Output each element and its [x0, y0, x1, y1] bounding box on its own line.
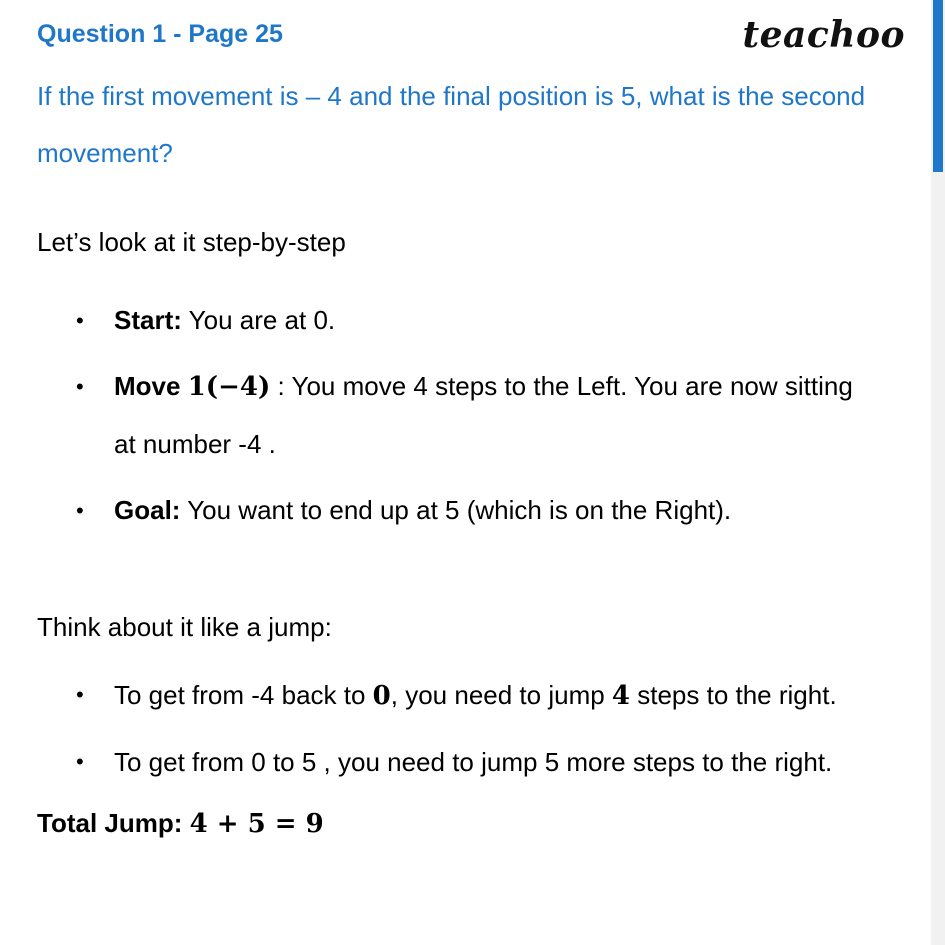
list-item	[0, 292, 930, 349]
bullet-icon: •	[76, 682, 84, 707]
jump-text: To get from 0 to 5 , you need to jump 5 more steps to the right.	[114, 747, 833, 777]
intro-text: Let’s look at it step-by-step	[37, 227, 346, 257]
think-text: Think about it like a jump:	[37, 612, 332, 642]
list-item	[0, 482, 930, 539]
step-label: Move	[114, 371, 181, 401]
bullet-icon: •	[76, 374, 84, 399]
bullet-icon: •	[76, 308, 84, 333]
step-text: You are at 0.	[181, 305, 336, 335]
page-title: Question 1 - Page 25	[37, 20, 283, 48]
step-math: 1(−4)	[187, 372, 271, 402]
jump-text: , you need to jump	[390, 680, 612, 710]
jumps-list	[0, 676, 930, 809]
list-item	[0, 743, 930, 781]
bullet-icon: •	[76, 749, 84, 774]
jump-math: 0	[372, 681, 391, 711]
step-text: : You move 4 steps to the Left. You are now sitting at number -4 .	[114, 371, 853, 459]
jump-text: steps to the right.	[630, 680, 837, 710]
jump-text: To get from -4 back to	[114, 680, 373, 710]
list-item	[0, 358, 874, 473]
step-text: You want to end up at 5 (which is on the Right).	[180, 495, 732, 525]
question-text: If the first movement is – 4 and the final position is 5, what is the second movement?	[37, 81, 866, 168]
total-jump	[37, 808, 324, 839]
step-label: Goal:	[114, 495, 181, 525]
jump-math: 4	[611, 681, 630, 711]
list-item	[0, 676, 930, 715]
scroll-thumb[interactable]	[933, 0, 943, 172]
steps-list	[0, 292, 930, 548]
scrollbar[interactable]	[931, 0, 945, 945]
total-label: Total Jump:	[37, 808, 183, 838]
step-label: Start:	[114, 305, 182, 335]
bullet-icon: •	[76, 498, 84, 523]
teachoo-logo: teachoo	[742, 14, 905, 56]
total-math: 4 + 5 = 9	[189, 809, 324, 839]
